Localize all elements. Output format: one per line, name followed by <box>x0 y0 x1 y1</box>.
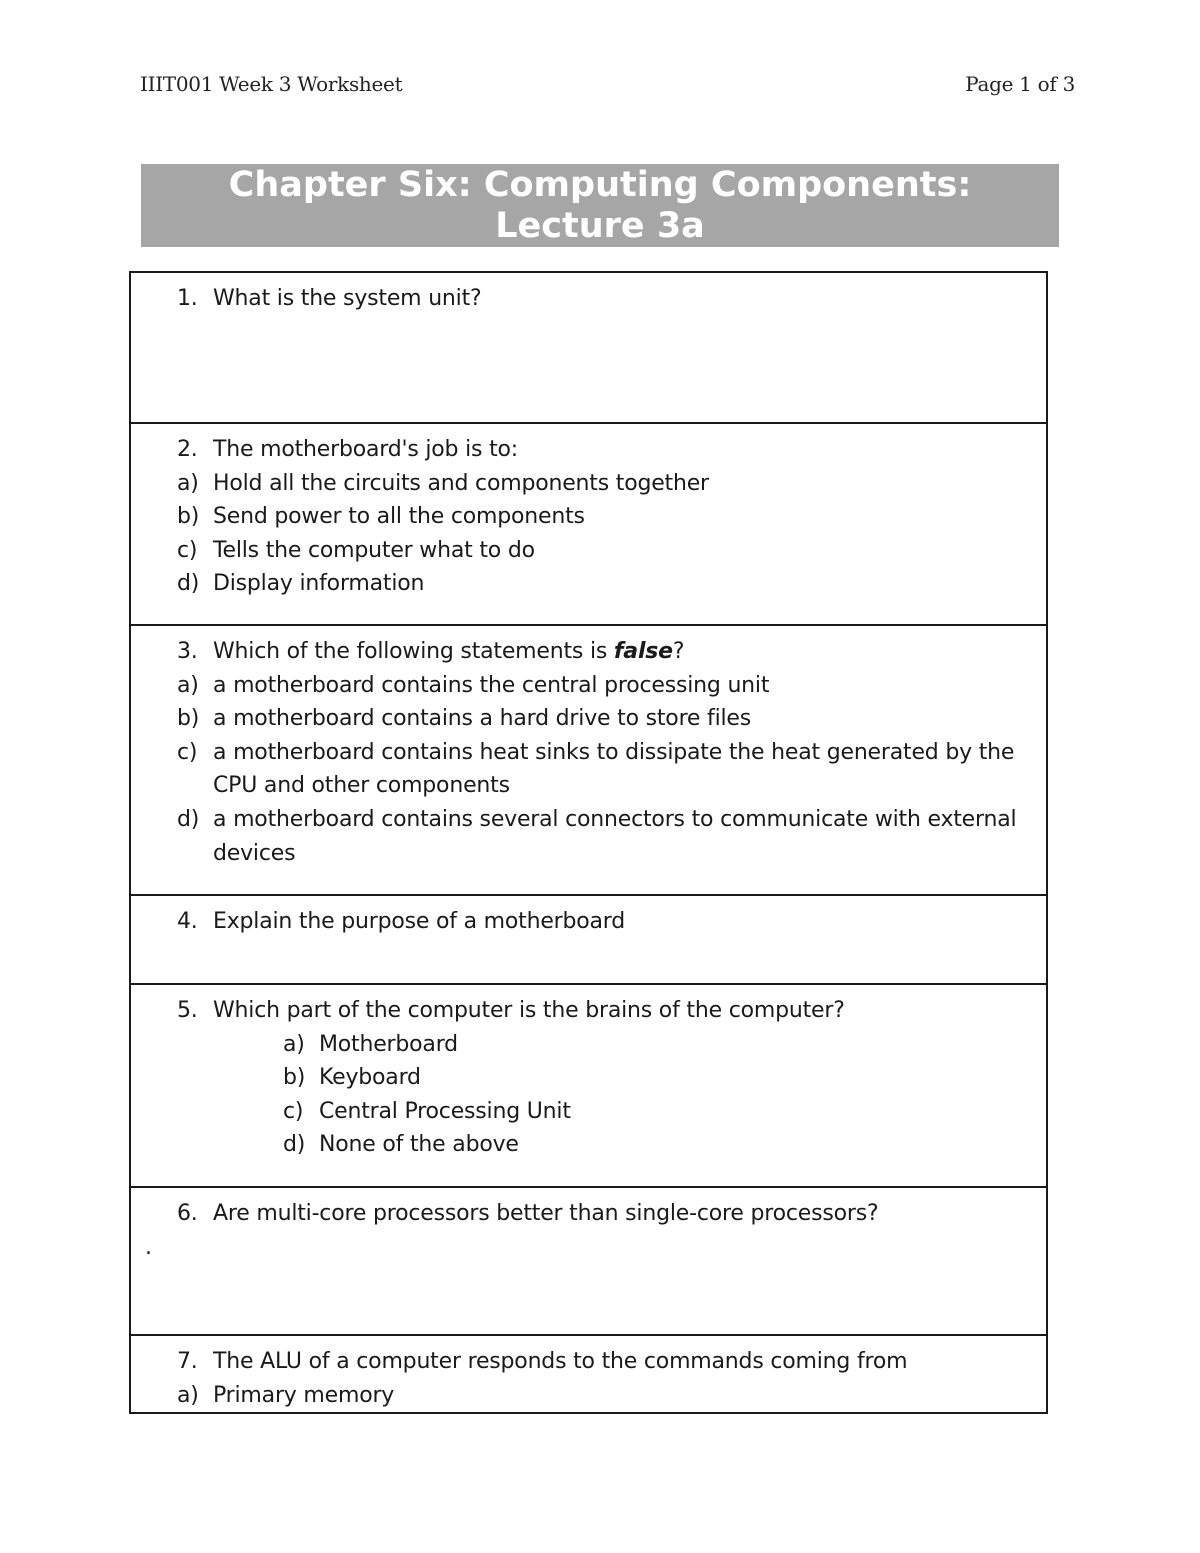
document-header-title: IIIT001 Week 3 Worksheet <box>140 72 403 96</box>
option-text: Hold all the circuits and components together <box>213 470 709 496</box>
option-text: Primary memory <box>213 1382 395 1408</box>
questions-table <box>129 271 1048 1414</box>
question-2-cell <box>131 422 1046 624</box>
question-4-cell <box>131 894 1046 983</box>
question-number: 5. <box>177 998 198 1023</box>
answer-option <box>131 702 1046 736</box>
option-label: c) <box>177 537 198 563</box>
chapter-title-line-2: Lecture 3a <box>495 206 705 246</box>
option-label: d) <box>283 1132 306 1158</box>
answer-option <box>131 669 1046 703</box>
question-6-cell <box>131 1186 1046 1334</box>
question-text: Are multi-core processors better than single-core processors? <box>213 1201 879 1226</box>
question-text: Which of the following statements is false? <box>213 639 685 664</box>
question-text: The ALU of a computer responds to the commands coming from <box>213 1349 908 1374</box>
option-text: Send power to all the components <box>213 504 585 530</box>
question-2 <box>131 433 1046 467</box>
question-number: 6. <box>177 1201 198 1226</box>
question-3-cell <box>131 624 1046 894</box>
option-label: c) <box>283 1098 304 1124</box>
answer-option <box>131 1379 1046 1413</box>
option-text: a motherboard contains several connectors to communicate with external devices <box>213 806 1017 866</box>
question-number: 4. <box>177 909 198 934</box>
option-label: b) <box>177 706 200 732</box>
option-label: d) <box>177 571 200 597</box>
answer-option <box>131 803 1046 870</box>
option-label: b) <box>177 504 200 530</box>
option-text: Display information <box>213 571 425 597</box>
option-label: d) <box>177 806 200 832</box>
option-text: a motherboard contains the central processing unit <box>213 672 770 698</box>
answer-option <box>131 1095 1046 1129</box>
question-number: 1. <box>177 286 198 311</box>
question-3 <box>131 635 1046 669</box>
question-7 <box>131 1345 1046 1379</box>
option-label: a) <box>283 1031 305 1057</box>
question-7-cell <box>131 1334 1046 1412</box>
option-label: a) <box>177 1382 199 1408</box>
question-text: The motherboard's job is to: <box>213 437 518 462</box>
answer-option <box>131 1128 1046 1162</box>
option-text: Tells the computer what to do <box>213 537 535 563</box>
answer-option <box>131 500 1046 534</box>
question-number: 7. <box>177 1349 198 1374</box>
answer-option <box>131 534 1046 568</box>
answer-option <box>131 1061 1046 1095</box>
emphasis-word: false <box>613 639 673 664</box>
question-number: 3. <box>177 639 198 664</box>
option-text: a motherboard contains a hard drive to store files <box>213 706 752 732</box>
chapter-title-banner <box>141 164 1059 247</box>
question-5-cell <box>131 983 1046 1186</box>
question-text: Explain the purpose of a motherboard <box>213 909 626 934</box>
option-text: a motherboard contains heat sinks to dissipate the heat generated by the CPU and other components <box>213 739 1015 799</box>
option-text: None of the above <box>319 1132 519 1158</box>
page-number: Page 1 of 3 <box>965 72 1075 96</box>
chapter-title-line-1: Chapter Six: Computing Components: <box>228 165 972 205</box>
trailing-dot: . <box>145 1234 152 1260</box>
option-label: b) <box>283 1065 306 1091</box>
answer-option <box>131 567 1046 601</box>
option-label: a) <box>177 470 199 496</box>
question-5 <box>131 994 1046 1028</box>
option-text: Motherboard <box>319 1031 458 1057</box>
question-6 <box>131 1197 1046 1231</box>
option-label: c) <box>177 739 198 765</box>
question-1 <box>131 282 1046 316</box>
question-number: 2. <box>177 437 198 462</box>
answer-option <box>131 467 1046 501</box>
question-text: Which part of the computer is the brains of the computer? <box>213 998 845 1023</box>
question-text: What is the system unit? <box>213 286 482 311</box>
answer-option <box>131 1028 1046 1062</box>
question-4 <box>131 905 1046 939</box>
question-1-cell <box>131 273 1046 422</box>
answer-option <box>131 736 1046 803</box>
option-text: Central Processing Unit <box>319 1098 571 1124</box>
option-label: a) <box>177 672 199 698</box>
option-text: Keyboard <box>319 1065 421 1091</box>
